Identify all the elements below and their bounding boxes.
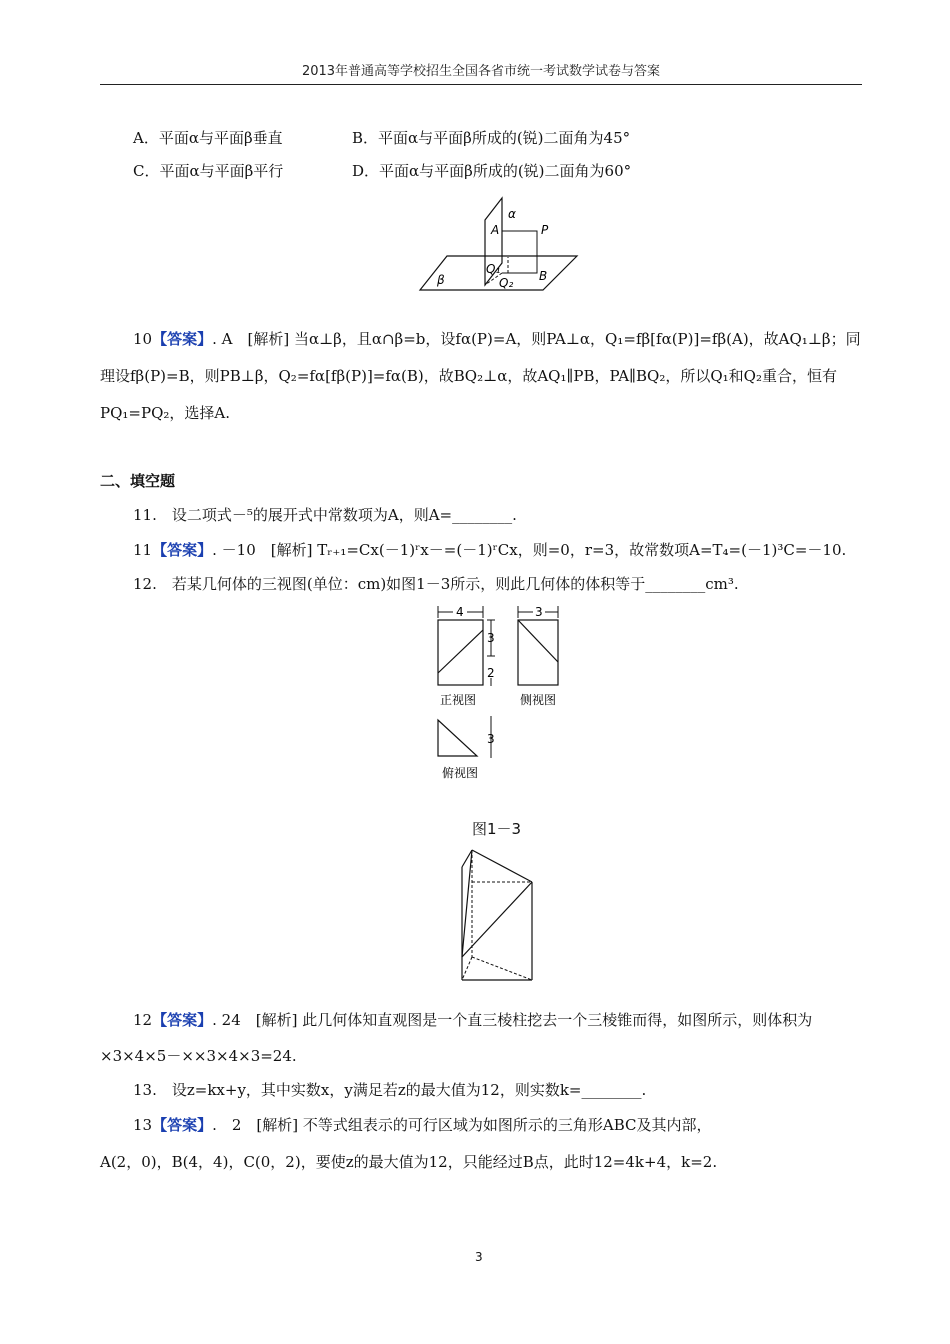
label-a: A: [491, 223, 500, 237]
question-11: 11. 设二项式－⁵的展开式中常数项为A，则A=________.: [133, 506, 517, 524]
label-q2: Q₂: [499, 276, 514, 290]
answer10-tag: 【答案】: [152, 330, 213, 348]
label-beta: β: [437, 273, 445, 287]
front-view-shape: [438, 620, 483, 685]
answer-12-line2: ×3×4×5－××3×4×3=24.: [100, 1047, 297, 1065]
answer11-text: . －10 [解析] Tᵣ₊₁=Cx(－1)ʳx－=(－1)ʳCx，则=0，r=3，故常数项A=T₄=(－1)³C=－10.: [212, 541, 847, 559]
dim-4: 4: [456, 605, 464, 619]
option-b: B．平面α与平面β所成的(锐)二面角为45°: [352, 129, 631, 147]
planes-figure: [415, 193, 585, 295]
answer11-number: 11: [133, 541, 153, 559]
label-b: B: [539, 269, 548, 283]
solid-figure: [452, 842, 542, 987]
side-view-shape: [518, 620, 558, 685]
answer10-number: 10: [133, 330, 153, 348]
figure-caption: 图1－3: [472, 820, 522, 838]
answer-13-line1: [133, 1115, 712, 1135]
option-d: D．平面α与平面β所成的(锐)二面角为60°: [352, 162, 632, 180]
answer11-tag: 【答案】: [152, 541, 213, 559]
header-rule: [100, 84, 862, 85]
label-alpha: α: [508, 207, 516, 221]
answer-12-line1: [133, 1010, 812, 1030]
section-title: 二、填空题: [100, 472, 176, 490]
question-13: 13. 设z=kx+y，其中实数x，y满足若z的最大值为12，则实数k=________.: [133, 1081, 647, 1099]
option-a: A．平面α与平面β垂直: [133, 129, 283, 147]
answer-11: [133, 540, 846, 560]
label-p: P: [541, 223, 549, 237]
answer12-tag: 【答案】: [152, 1011, 213, 1029]
page-header: 2013年普通高等学校招生全国各省市统一考试数学试卷与答案: [301, 64, 661, 79]
side-view-label: 侧视图: [520, 693, 557, 707]
top-view-label: 俯视图: [442, 766, 479, 780]
front-view-label: 正视图: [440, 693, 477, 707]
dim-3-top: 3: [487, 732, 495, 746]
question-12: 12. 若某几何体的三视图(单位：cm)如图1－3所示，则此几何体的体积等于________cm³.: [133, 575, 739, 593]
construction-square: [502, 231, 537, 273]
answer13-text: . 2 [解析] 不等式组表示的可行区域为如图所示的三角形ABC及其内部，: [212, 1116, 712, 1134]
page-number: 3: [475, 1250, 483, 1264]
answer10-text: . A [解析] 当α⊥β，且α∩β=b，设fα(P)=A，则PA⊥α，Q₁=fβ[fα(P)]=fβ(A)，故AQ₁⊥β；同: [212, 330, 861, 348]
top-view-shape: [438, 720, 477, 756]
answer-13-line2: A(2，0)，B(4，4)，C(0，2)，要使z的最大值为12，只能经过B点，此时12=4k+4，k=2.: [100, 1153, 718, 1171]
option-c: C．平面α与平面β平行: [133, 162, 284, 180]
three-view-figure: [425, 600, 575, 785]
answer10-line2: 理设fβ(P)=B，则PB⊥β，Q₂=fα[fβ(P)]=fα(B)，故BQ₂⊥α，故AQ₁∥PB，PA∥BQ₂，所以Q₁和Q₂重合，恒有: [100, 367, 837, 385]
answer10-line3: PQ₁=PQ₂，选择A.: [100, 404, 230, 422]
answer10-line1: [133, 329, 861, 349]
label-q1: Q₁: [486, 262, 501, 276]
answer13-number: 13: [133, 1116, 153, 1134]
answer12-text: . 24 [解析] 此几何体知直观图是一个直三棱柱挖去一个三棱锥而得，如图所示，则体积为: [212, 1011, 813, 1029]
answer12-number: 12: [133, 1011, 153, 1029]
answer13-tag: 【答案】: [152, 1116, 213, 1134]
dim-3-side: 3: [535, 605, 543, 619]
dim-3: 3: [487, 631, 495, 645]
dim-2: 2: [487, 666, 495, 680]
